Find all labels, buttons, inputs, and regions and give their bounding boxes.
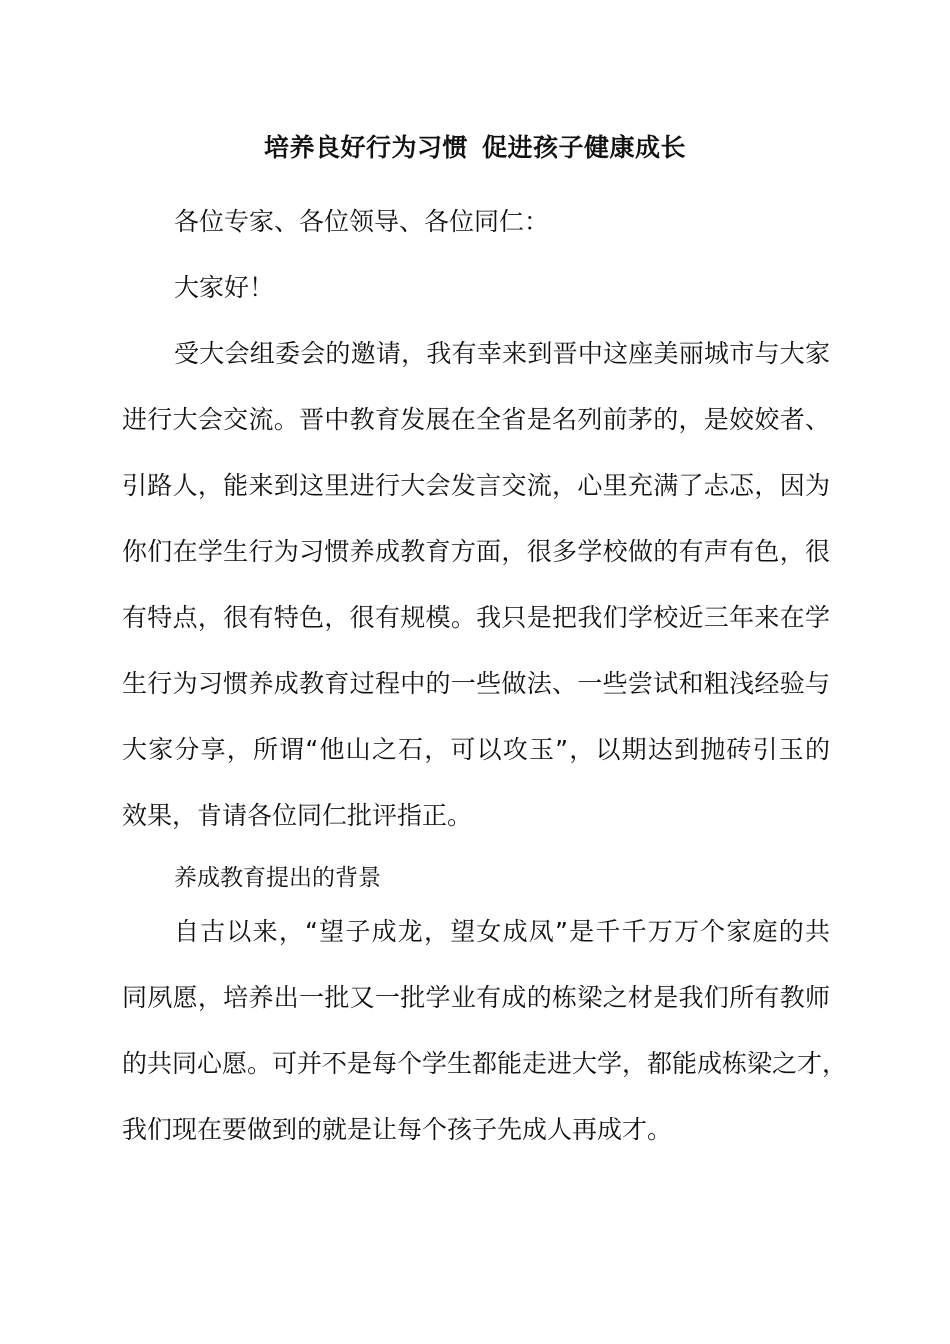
document-title [0,128,950,168]
paragraph-1-line-5: 有特点，很有特色，很有规模。我只是把我们学校近三年来在学 [122,603,830,632]
title-part-2: 促进孩子健康成长 [482,133,687,162]
paragraph-1-line-1: 受大会组委会的邀请，我有幸来到晋中这座美丽城市与大家 [174,339,830,368]
paragraph-1-line-4: 你们在学生行为习惯养成教育方面，很多学校做的有声有色，很 [122,537,830,566]
paragraph-2-line-4: 我们现在要做到的就是让每个孩子先成人再成才。 [122,1115,673,1144]
paragraph-1-line-3: 引路人，能来到这里进行大会发言交流，心里充满了忐忑，因为 [122,471,830,500]
title-part-1: 培养良好行为习惯 [263,133,468,162]
paragraph-1-line-6: 生行为习惯养成教育过程中的一些做法、一些尝试和粗浅经验与 [122,669,830,698]
section-heading: 养成教育提出的背景 [174,865,381,891]
salutation: 各位专家、各位领导、各位同仁： [174,207,550,236]
paragraph-2-line-2: 同夙愿，培养出一批又一批学业有成的栋梁之材是我们所有教师 [122,983,830,1012]
paragraph-2-line-3: 的共同心愿。可并不是每个学生都能走进大学，都能成栋梁之才， [122,1049,848,1078]
greeting: 大家好！ [174,273,275,302]
paragraph-2-line-1: 自古以来，“望子成龙，望女成凤”是千千万万个家庭的共 [174,917,830,946]
paragraph-1-line-7: 大家分享，所谓“他山之石，可以攻玉”，以期达到抛砖引玉的 [122,735,830,764]
paragraph-1-line-2: 进行大会交流。晋中教育发展在全省是名列前茅的，是姣姣者、 [122,405,830,434]
paragraph-1-line-8: 效果，肯请各位同仁批评指正。 [122,801,473,830]
